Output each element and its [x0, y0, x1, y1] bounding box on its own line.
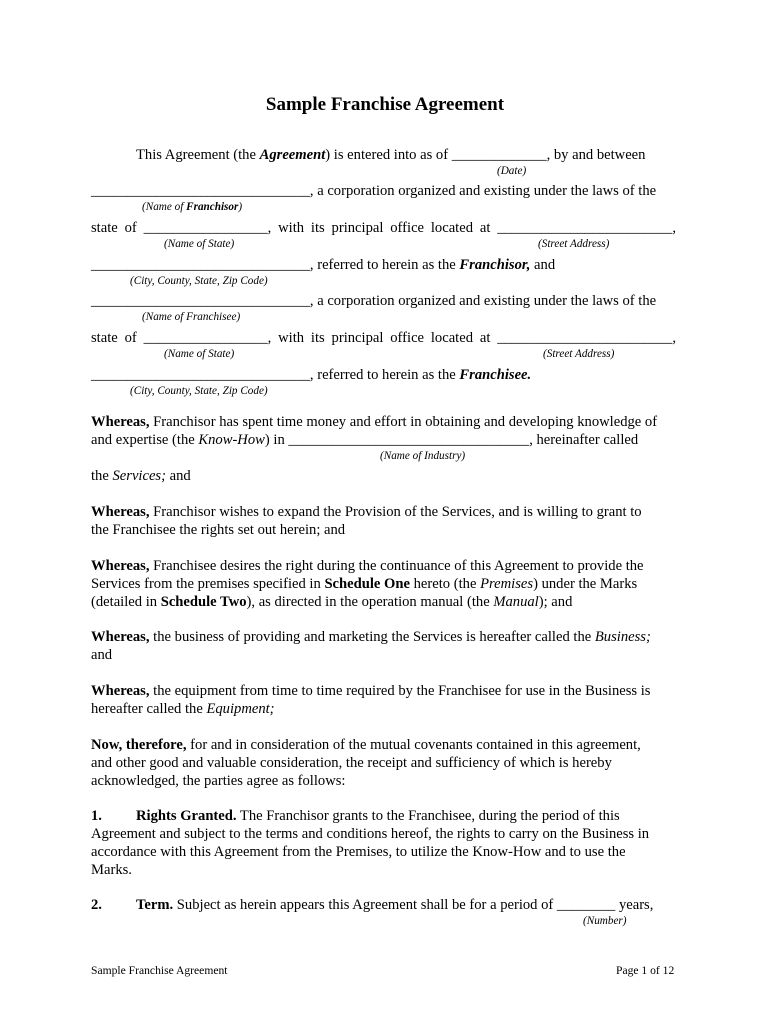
- now-therefore-line2: and other good and valuable consideration, the receipt and sufficiency of which is hereby: [91, 755, 612, 771]
- section1-number: 1.: [91, 808, 102, 824]
- now-therefore-line3: acknowledged, the parties agree as follows:: [91, 773, 346, 789]
- section2-line1: 2. Term. Subject as herein appears this Agreement shall be for a period of ________ years,: [91, 897, 654, 913]
- franchisee-street-caption: (Street Address): [543, 348, 615, 360]
- whereas4-line1: Whereas, the business of providing and marketing the Services is hereafter called the Business;: [91, 629, 651, 645]
- whereas1-line1: Whereas, Franchisor has spent time money and effort in obtaining and developing knowledge of: [91, 414, 658, 430]
- franchisee-term: Franchisee.: [459, 367, 532, 383]
- franchisee-name-line: ______________________________, a corporation organized and existing under the laws of the: [91, 293, 657, 309]
- whereas3-line1: Whereas, Franchisee desires the right during the continuance of this Agreement to provide the: [91, 558, 644, 574]
- whereas5-line2: hereafter called the Equipment;: [91, 701, 275, 717]
- document-title: Sample Franchise Agreement: [265, 94, 505, 115]
- whereas4-line2: and: [91, 647, 113, 663]
- intro-text: This Agreement (the: [136, 147, 260, 163]
- whereas3-line2: Services from the premises specified in Schedule One hereto (the Premises) under the Marks: [91, 576, 638, 592]
- franchisor-term: Franchisor,: [459, 257, 531, 273]
- industry-caption: (Name of Industry): [380, 450, 466, 462]
- date-caption: (Date): [497, 165, 527, 177]
- intro-text-end: ) is entered into as of _____________, by and between: [325, 147, 646, 163]
- franchisor-city-line: ______________________________, referred to herein as the Franchisor, and: [91, 257, 556, 273]
- whereas5-line1: Whereas, the equipment from time to time required by the Franchisee for use in the Business is: [91, 683, 651, 699]
- section1-line4: Marks.: [91, 862, 132, 878]
- franchisee-name-caption: (Name of Franchisee): [142, 311, 241, 323]
- whereas3-line3: (detailed in Schedule Two), as directed in the operation manual (the Manual); and: [91, 594, 573, 610]
- footer-title: Sample Franchise Agreement: [91, 964, 228, 977]
- now-therefore-line1: Now, therefore, for and in consideration of the mutual covenants contained in this agreement,: [91, 737, 641, 753]
- franchisor-name-line: ______________________________, a corporation organized and existing under the laws of the: [91, 183, 657, 199]
- franchisor-city-caption: (City, County, State, Zip Code): [130, 275, 268, 287]
- section1-heading: Rights Granted.: [136, 808, 237, 824]
- section2-heading: Term.: [136, 897, 174, 913]
- whereas1-line3: the Services; and: [91, 468, 191, 484]
- section1-line1: 1. Rights Granted. The Franchisor grants to the Franchisee, during the period of this: [91, 808, 620, 824]
- franchisee-state-line: state of _________________, with its principal office located at ________________________,: [91, 330, 676, 346]
- number-caption: (Number): [583, 915, 627, 927]
- whereas2-line1: Whereas, Franchisor wishes to expand the Provision of the Services, and is willing to grant to: [91, 504, 642, 520]
- section1-line3: accordance with this Agreement from the Premises, to utilize the Know-How and to use the: [91, 844, 626, 860]
- franchisor-state-line: state of _________________, with its principal office located at ________________________,: [91, 220, 676, 236]
- agreement-term: Agreement: [259, 147, 326, 163]
- section2-number: 2.: [91, 897, 102, 913]
- whereas2-line2: the Franchisee the rights set out herein; and: [91, 522, 346, 538]
- franchisee-state-caption: (Name of State): [164, 348, 235, 360]
- franchisor-state-caption: (Name of State): [164, 238, 235, 250]
- franchisee-city-caption: (City, County, State, Zip Code): [130, 385, 268, 397]
- franchisor-street-caption: (Street Address): [538, 238, 610, 250]
- franchisee-city-line: ______________________________, referred to herein as the Franchisee.: [91, 367, 532, 383]
- page-number: Page 1 of 12: [616, 964, 675, 977]
- whereas1-line2: and expertise (the Know-How) in _________________________________, hereinafter called: [91, 432, 639, 448]
- section1-line2: Agreement and subject to the terms and conditions hereof, the rights to carry on the Business in: [91, 826, 650, 842]
- intro-line: [136, 146, 645, 164]
- franchisor-name-caption: (Name of Franchisor): [142, 201, 243, 213]
